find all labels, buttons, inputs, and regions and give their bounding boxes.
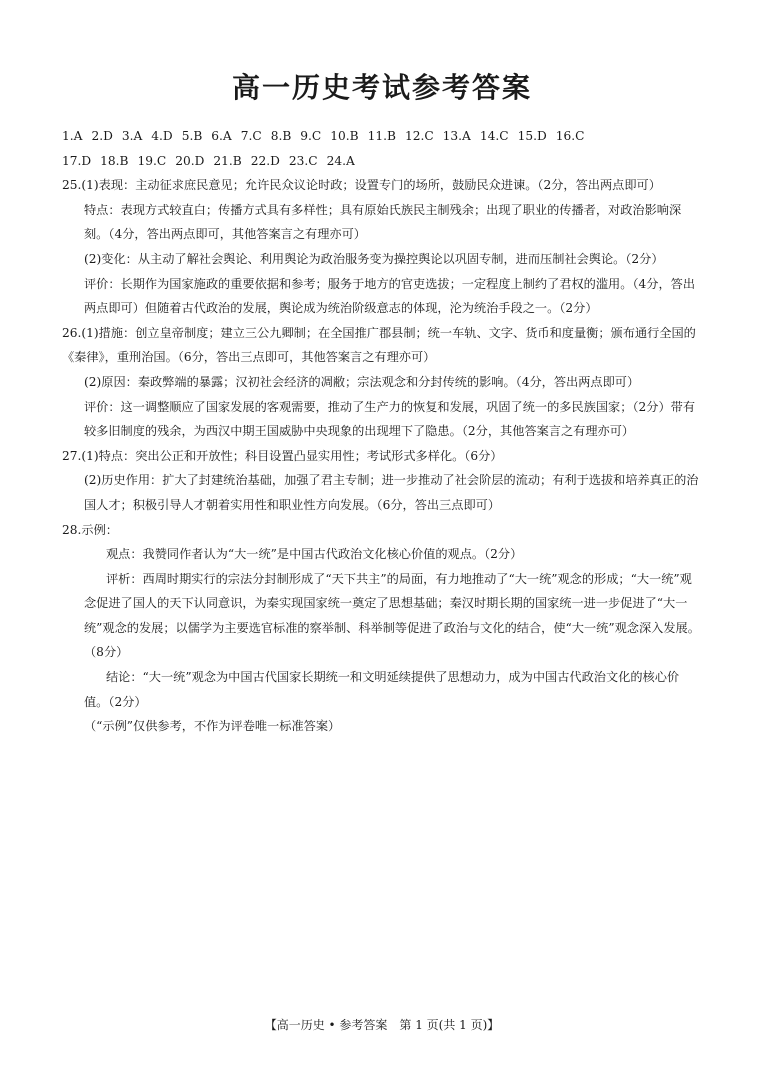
- mc-answer: 4.D: [151, 129, 173, 143]
- page-title: 高一历史考试参考答案: [231, 71, 532, 104]
- q28-analysis: 评析：西周时期实行的宗法分封制形成了“天下共主”的局面，有力地推动了“大一统”观念的形成；“大一统”观念促进了国人的天下认同意识，为秦实现国家统一奠定了思想基础；秦汉时期长期的国家统一进一步促进了“大一统”观念的发展；以儒学为主要选官标准的察举制、科举制等促进了政治与文化的结合，使“大一统”观念深入发展。（8分）: [84, 571, 700, 660]
- mc-answer: 16.C: [555, 129, 585, 143]
- q28-conclusion: 结论：“大一统”观念为中国古代国家长期统一和文明延续提供了思想动力，成为中国古代政治文化的核心价值。（2分）: [84, 670, 680, 709]
- mc-answer: 18.B: [100, 153, 129, 168]
- mc-answers-row-1: [62, 124, 702, 149]
- q26-evaluation: 评价：这一调整顺应了国家发展的客观需要，推动了生产力的恢复和发展，巩固了统一的多民族国家；（2分）带有较多旧制度的残余，为西汉中期王国威胁中央现象的出现埋下了隐患。（2分，其他答案言之有理亦可）: [84, 399, 696, 439]
- mc-answer: 24.A: [326, 153, 355, 168]
- mc-answer: 6.A: [211, 129, 232, 143]
- mc-answer: 13.A: [442, 129, 471, 143]
- mc-answer: 10.B: [330, 129, 359, 143]
- mc-answer: 21.B: [213, 153, 242, 168]
- page-footer: 【高一历史 • 参考答案 第 1 页(共 1 页)】: [264, 1018, 500, 1032]
- q27-part2: (2)历史作用：扩大了封建统治基础，加强了君主专制；进一步推动了社会阶层的流动；有利于选拔和培养真正的治国人才；积极引导人才朝着实用性和职业性方向发展。（6分，答出三点即可）: [84, 473, 699, 512]
- q26-part2: (2)原因：秦政弊端的暴露；汉初社会经济的凋敝；宗法观念和分封传统的影响。（4分，答出两点即可）: [84, 374, 640, 389]
- mc-answer: 5.B: [181, 129, 203, 143]
- mc-answers-row-2: [62, 149, 702, 174]
- q25-features: 特点：表现方式较直白；传播方式具有多样性；具有原始氏族民主制残余；出现了职业的传播者，对政治影响深刻。（4分，答出两点即可，其他答案言之有理亦可）: [84, 202, 682, 242]
- mc-answer: 9.C: [300, 129, 322, 143]
- mc-answer: 1.A: [62, 129, 83, 143]
- mc-answer: 11.B: [367, 129, 396, 143]
- answer-content: [62, 124, 702, 739]
- mc-answer: 17.D: [62, 153, 92, 168]
- mc-answer: 3.A: [121, 129, 143, 143]
- q25-part1: 25.(1)表现：主动征求庶民意见；允许民众议论时政；设置专门的场所，鼓励民众进谏。（2分，答出两点即可）: [62, 178, 661, 193]
- q27-part1: 27.(1)特点：突出公正和开放性；科目设置凸显实用性；考试形式多样化。（6分）: [62, 448, 503, 463]
- mc-answer: 12.C: [404, 129, 434, 143]
- q28-heading: 28.示例：: [62, 522, 118, 537]
- mc-answer: 22.D: [250, 153, 280, 168]
- mc-answer: 19.C: [137, 153, 167, 168]
- q26-part1: 26.(1)措施：创立皇帝制度；建立三公九卿制；在全国推广郡县制；统一车轨、文字、货币和度量衡；颁布通行全国的《秦律》，重刑治国。（6分，答出三点即可，其他答案言之有理亦可）: [62, 325, 696, 365]
- q25-evaluation: 评价：长期作为国家施政的重要依据和参考；服务于地方的官吏选拔；一定程度上制约了君权的滥用。（4分，答出两点即可）但随着古代政治的发展，舆论成为统治阶级意志的体现，沦为统治手段之一。（2分）: [84, 276, 696, 316]
- q28-viewpoint: 观点：我赞同作者认为“大一统”是中国古代政治文化核心价值的观点。（2分）: [106, 547, 523, 562]
- mc-answer: 15.D: [517, 129, 547, 143]
- mc-answer: 23.C: [288, 153, 318, 168]
- mc-answer: 2.D: [91, 129, 113, 143]
- mc-answer: 7.C: [240, 129, 262, 143]
- q28-note: （“示例”仅供参考，不作为评卷唯一标准答案）: [84, 719, 341, 734]
- mc-answer: 20.D: [175, 153, 205, 168]
- mc-answer: 14.C: [479, 129, 509, 143]
- q25-part2: (2)变化：从主动了解社会舆论、利用舆论为政治服务变为操控舆论以巩固专制，进而压制社会舆论。（2分）: [84, 251, 664, 266]
- mc-answer: 8.B: [270, 129, 292, 143]
